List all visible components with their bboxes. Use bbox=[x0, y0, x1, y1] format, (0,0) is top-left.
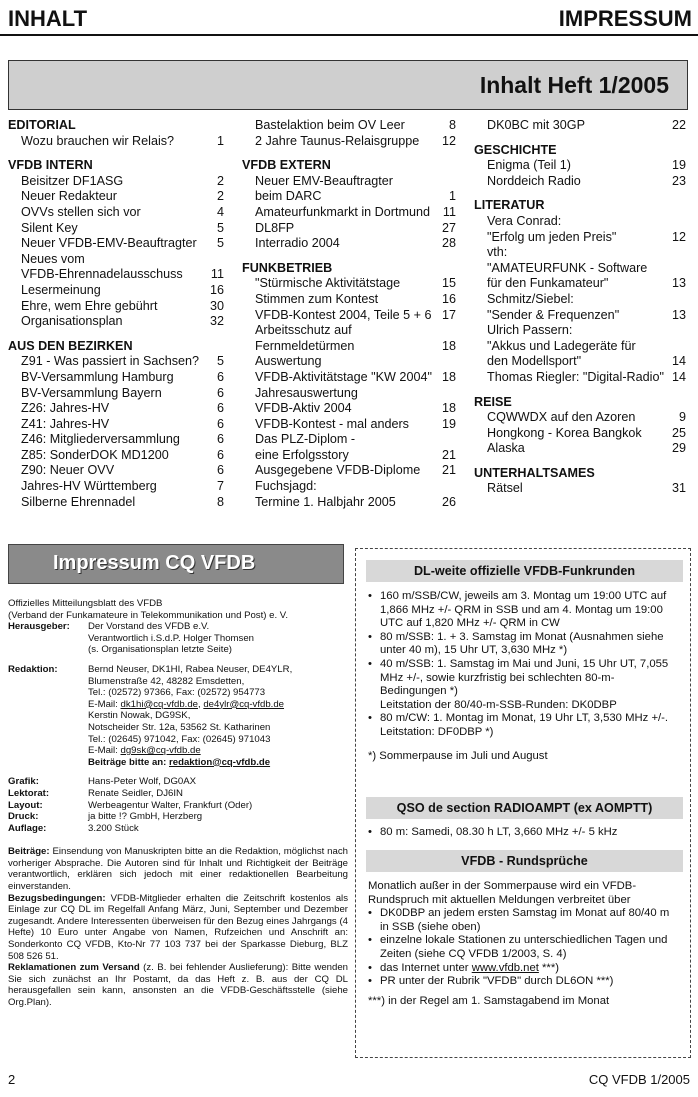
toc-entry-title: BV-Versammlung Bayern bbox=[21, 385, 162, 400]
toc-entry-page bbox=[666, 245, 686, 261]
toc-entry-title: VFDB-Aktivitätstage "KW 2004" bbox=[255, 369, 432, 384]
toc-entry-title: Bastelaktion beim OV Leer bbox=[255, 118, 405, 132]
toc-entry-title: Jahresauswertung bbox=[255, 385, 358, 400]
toc-entry bbox=[242, 292, 456, 308]
toc-entry-title: Neuer VFDB-EMV-Beauftragter bbox=[21, 236, 197, 251]
label: Grafik: bbox=[8, 776, 39, 788]
grafik bbox=[8, 776, 348, 788]
toc-column-1 bbox=[8, 118, 224, 510]
intro: Monatlich außer in der Sommerpause wird ein VFDB-Rundspruch mit aktuellen Meldungen verbreitet über bbox=[368, 880, 637, 906]
text: (z. B. bei fehlender Auslieferung): Bitte wenden Sie sich zunächst an Ihr Postamt, da das Heft z. B. aus der CQ DL herausgefallen sein kann, ansonsten an die VFDB-Geschäftsstelle (siehe Org.Plan). bbox=[8, 962, 348, 1008]
toc-entry-page: 8 bbox=[448, 118, 456, 132]
list-item: • 80 m: Samedi, 08.30 h LT, 3,660 MHz +/- 5 kHz bbox=[368, 826, 618, 838]
qso-list bbox=[368, 826, 680, 840]
toc-entry bbox=[474, 261, 686, 277]
toc-entry bbox=[474, 214, 686, 230]
toc-entry-page: 16 bbox=[209, 282, 224, 297]
toc-entry-title: Z46: Mitgliederversammlung bbox=[21, 432, 180, 447]
intro-line: Offizielles Mitteilungsblatt des VFDB bbox=[8, 598, 163, 609]
toc-entry bbox=[474, 276, 686, 292]
rundspruche-title: VFDB - Rundsprüche bbox=[366, 850, 683, 872]
list-item: • 160 m/SSB/CW, jeweils am 3. Montag um 19:00 UTC auf 1,866 MHz +/- QRM in SSB und am 4. Montag um 19:00 UTC auf 1,820 MHz +/- QRM in CW bbox=[368, 590, 680, 631]
list-item: • einzelne lokale Stationen zu unterschiedlichen Tagen und Zeiten (siehe CQ VFDB 1/2003, S. 4) bbox=[368, 934, 680, 961]
toc-entry bbox=[8, 299, 224, 315]
toc-entry-title: Ausgegebene VFDB-Diplome bbox=[255, 463, 421, 478]
toc-title-box bbox=[8, 60, 688, 110]
toc-entry-title: Hongkong - Korea Bangkok bbox=[487, 425, 642, 440]
toc-entry-page: 32 bbox=[209, 314, 224, 329]
auflage bbox=[8, 823, 348, 835]
toc-entry bbox=[474, 245, 686, 261]
toc-section-heading: EDITORIAL bbox=[8, 118, 76, 132]
toc-entry bbox=[474, 292, 686, 308]
toc-entry bbox=[242, 276, 456, 292]
toc-entry-title: Alaska bbox=[487, 441, 525, 456]
web-link[interactable]: www.vfdb.net bbox=[471, 961, 539, 974]
label: das Internet unter bbox=[380, 961, 472, 974]
toc-entry-title: den Modellsport" bbox=[487, 354, 582, 369]
label: Layout: bbox=[8, 799, 43, 811]
toc-entry bbox=[242, 463, 456, 479]
toc-entry bbox=[242, 174, 456, 190]
label: Beiträge bitte an: bbox=[88, 756, 170, 768]
toc-entry-page: 6 bbox=[216, 385, 224, 400]
toc-entry bbox=[8, 370, 224, 386]
toc-section-heading: AUS DEN BEZIRKEN bbox=[8, 338, 133, 353]
toc-entry-title: für den Funkamateur" bbox=[487, 276, 609, 291]
toc-entry-page: 6 bbox=[216, 369, 224, 384]
text: 160 m/SSB/CW, jeweils am 3. Montag um 19:00 UTC auf 1,866 MHz +/- QRM in SSB und am 4. Montag um 19:00 UTC auf 1,820 MHz +/- QRM in CW bbox=[380, 590, 667, 630]
email-link[interactable]: dg9sk@cq-vfdb.de bbox=[120, 745, 201, 757]
page-number: 2 bbox=[8, 1072, 16, 1087]
toc-entry-title: OVVs stellen sich vor bbox=[21, 204, 141, 219]
email-link[interactable]: de4ylr@cq-vfdb.de bbox=[203, 698, 285, 710]
toc-entry-page: 28 bbox=[441, 236, 456, 251]
toc-entry-page bbox=[204, 252, 224, 268]
toc-entry-title: Norddeich Radio bbox=[487, 173, 581, 188]
toc-entry-title: Z41: Jahres-HV bbox=[21, 416, 110, 431]
toc-entry-page: 5 bbox=[216, 220, 224, 235]
toc-entry bbox=[242, 417, 456, 433]
toc-entry bbox=[242, 236, 456, 252]
value: Hans-Peter Wolf, DG0AX bbox=[88, 776, 197, 788]
toc-entry-page: 1 bbox=[448, 189, 456, 204]
toc-entry-title: Z26: Jahres-HV bbox=[21, 401, 110, 416]
toc-entry bbox=[474, 426, 686, 442]
text: 80 m/CW: 1. Montag im Monat, 19 Uhr LT, 3,530 MHz +/-. Leitstation: DF0DBP *) bbox=[380, 712, 669, 738]
toc-entry-title: Silent Key bbox=[21, 220, 78, 235]
toc-entry-title: Enigma (Teil 1) bbox=[487, 158, 571, 173]
toc-entry-page bbox=[436, 386, 456, 402]
line: Notscheider Str. 12a, 53562 St. Katharinen bbox=[88, 721, 271, 733]
line: Tel.: (02645) 971042, Fax: (02645) 971043 bbox=[88, 733, 271, 745]
toc-entry-page bbox=[666, 323, 686, 339]
sep: , bbox=[198, 698, 204, 710]
toc-entry-title: Stimmen zum Kontest bbox=[255, 291, 379, 306]
toc-entry bbox=[474, 370, 686, 386]
toc-entry bbox=[242, 354, 456, 370]
toc-entry bbox=[8, 221, 224, 237]
toc-entry bbox=[242, 323, 456, 339]
line: Bernd Neuser, DK1HI, Rabea Neuser, DE4YLR, bbox=[88, 663, 293, 675]
toc-entry-title: beim DARC bbox=[255, 189, 322, 204]
toc-entry-title: Z91 - Was passiert in Sachsen? bbox=[21, 354, 200, 369]
toc-entry-title: Ehre, wem Ehre gebührt bbox=[21, 298, 158, 313]
toc-entry-title: "Akkus und Ladegeräte für bbox=[487, 338, 636, 353]
toc-entry bbox=[474, 481, 686, 497]
toc-column-3 bbox=[474, 118, 686, 497]
toc-entry-page bbox=[666, 214, 686, 230]
toc-entry-page: 19 bbox=[671, 158, 686, 173]
value bbox=[88, 621, 348, 656]
email-link[interactable]: redaktion@cq-vfdb.de bbox=[169, 756, 271, 768]
value: ja bitte !? GmbH, Herzberg bbox=[88, 811, 203, 823]
suffix: ***) bbox=[538, 961, 559, 974]
toc-entry-title: Arbeitsschutz auf bbox=[255, 323, 352, 338]
toc-entry-page: 21 bbox=[441, 463, 456, 478]
toc-entry bbox=[474, 230, 686, 246]
toc-entry-title: DL8FP bbox=[255, 220, 295, 235]
text: 80 m: Samedi, 08.30 h LT, 3,660 MHz +/- 5 kHz bbox=[380, 826, 618, 838]
toc-entry bbox=[242, 386, 456, 402]
rundspruche-list bbox=[368, 880, 680, 1008]
label: Auflage: bbox=[8, 822, 47, 834]
toc-entry-page: 18 bbox=[441, 338, 456, 353]
line bbox=[88, 757, 348, 769]
toc-entry-title: Z90: Neuer OVV bbox=[21, 463, 115, 478]
toc-entry-page: 6 bbox=[216, 401, 224, 416]
toc-entry bbox=[8, 267, 224, 283]
toc-entry bbox=[474, 339, 686, 355]
toc-entry-title: Z85: SonderDOK MD1200 bbox=[21, 447, 169, 462]
toc-entry-page: 18 bbox=[441, 369, 456, 384]
toc-section-heading: LITERATUR bbox=[474, 198, 545, 213]
toc-entry-page: 21 bbox=[441, 447, 456, 462]
toc-entry bbox=[8, 417, 224, 433]
line: Blumenstraße 42, 48282 Emsdetten, bbox=[88, 675, 245, 687]
toc-entry bbox=[242, 495, 456, 511]
toc-entry bbox=[8, 463, 224, 479]
toc-entry-page: 12 bbox=[671, 229, 686, 244]
funkrunden-title: DL-weite offizielle VFDB-Funkrunden bbox=[366, 560, 683, 582]
toc-entry bbox=[474, 158, 686, 174]
toc-section-heading: UNTERHALTSAMES bbox=[474, 465, 595, 480]
list-item-cont: Leitstation der 80/40-m-SSB-Runden: DK0DBP bbox=[380, 698, 617, 711]
label: Reklamationen zum Versand bbox=[8, 962, 140, 974]
funkrunden-list bbox=[368, 590, 680, 763]
toc-entry-title: Fuchsjagd: bbox=[255, 479, 317, 494]
text: einzelne lokale Stationen zu unterschiedlichen Tagen und Zeiten (siehe CQ VFDB 1/2003, S. 4) bbox=[380, 934, 668, 960]
list-item: • DK0DBP an jedem ersten Samstag im Monat auf 80/40 m in SSB (siehe oben) bbox=[368, 907, 680, 934]
toc-entry-page: 4 bbox=[216, 204, 224, 219]
issue-label: CQ VFDB 1/2005 bbox=[588, 1072, 690, 1087]
toc-entry-title: Jahres-HV Württemberg bbox=[21, 479, 157, 494]
toc-entry-title: VFDB-Kontest - mal anders bbox=[255, 416, 409, 431]
toc-entry-page: 9 bbox=[678, 410, 686, 425]
toc-entry bbox=[8, 205, 224, 221]
toc-entry-page: 25 bbox=[671, 425, 686, 440]
label: Bezugsbedingungen: bbox=[8, 892, 106, 904]
toc-entry bbox=[8, 386, 224, 402]
line: Der Vorstand des VFDB e.V. bbox=[88, 621, 210, 633]
toc-entry-page bbox=[436, 479, 456, 495]
toc-entry bbox=[242, 479, 456, 495]
toc-entry-page: 18 bbox=[441, 401, 456, 416]
toc-section-heading: GESCHICHTE bbox=[474, 142, 557, 157]
toc-entry-page bbox=[666, 292, 686, 308]
toc-entry-page: 30 bbox=[209, 298, 224, 313]
toc-entry-title: Auswertung bbox=[255, 354, 322, 369]
toc-entry-title: "Erfolg um jeden Preis" bbox=[487, 229, 617, 244]
toc-entry-page: 17 bbox=[441, 307, 456, 322]
toc-entry-page: 6 bbox=[216, 432, 224, 447]
toc-entry-title: Neuer Redakteur bbox=[21, 189, 117, 204]
toc-entry bbox=[242, 370, 456, 386]
toc-section-heading: REISE bbox=[474, 394, 512, 409]
toc-entry bbox=[8, 479, 224, 495]
impressum-text bbox=[8, 598, 348, 1009]
toc-entry-page: 2 bbox=[216, 173, 224, 188]
toc-entry-title: Rätsel bbox=[487, 481, 523, 496]
note: *) Sommerpause im Juli und August bbox=[368, 749, 548, 762]
page-header bbox=[0, 0, 698, 34]
intro-line: (Verband der Funkamateure in Telekommunikation und Post) e. V. bbox=[8, 609, 288, 621]
label: E-Mail: bbox=[88, 698, 121, 710]
toc-entry-page: 5 bbox=[216, 354, 224, 369]
toc-entry-title: Neues vom bbox=[21, 251, 85, 266]
list-item: • 40 m/SSB: 1. Samstag im Mai und Juni, 15 Uhr UT, 7,055 MHz +/-, sowie kurzfristig bei schlechten 80-m-Bedingungen *) bbox=[368, 658, 680, 699]
toc-entry-title: Fernmeldetürmen bbox=[255, 338, 355, 353]
toc-entry bbox=[242, 401, 456, 417]
toc-entry bbox=[8, 174, 224, 190]
toc-entry bbox=[8, 252, 224, 268]
impressum-banner-title: Impressum CQ VFDB bbox=[53, 552, 256, 574]
toc-entry-title: CQWWDX auf den Azoren bbox=[487, 410, 636, 425]
label: E-Mail: bbox=[88, 745, 121, 757]
toc-entry-title: 2 Jahre Taunus-Relaisgruppe bbox=[255, 133, 420, 148]
toc-entry-page: 8 bbox=[216, 494, 224, 509]
toc-entry-title: Silberne Ehrennadel bbox=[21, 494, 136, 509]
toc-entry bbox=[8, 354, 224, 370]
toc-entry-title: "AMATEURFUNK - Software bbox=[487, 260, 648, 275]
line bbox=[88, 699, 348, 711]
toc-entry-page: 19 bbox=[441, 416, 456, 431]
label: Herausgeber: bbox=[8, 621, 70, 633]
toc-entry bbox=[474, 323, 686, 339]
toc-entry-title: VFDB-Aktiv 2004 bbox=[255, 401, 352, 416]
toc-entry-title: Das PLZ-Diplom - bbox=[255, 432, 356, 447]
text: 40 m/SSB: 1. Samstag im Mai und Juni, 15 Uhr UT, 7,055 MHz +/-, sowie kurzfristig bei schlechten 80-m-Bedingungen *) bbox=[380, 657, 669, 698]
toc-entry-title: "Sender & Frequenzen" bbox=[487, 307, 620, 322]
druck bbox=[8, 811, 348, 823]
toc-entry-title: eine Erfolgsstory bbox=[255, 447, 349, 462]
toc-entry-title: BV-Versammlung Hamburg bbox=[21, 369, 174, 384]
toc-entry bbox=[242, 308, 456, 324]
text: DK0DBP an jedem ersten Samstag im Monat auf 80/40 m in SSB (siehe oben) bbox=[380, 907, 670, 933]
line: Kerstin Nowak, DG9SK, bbox=[88, 710, 191, 722]
toc-entry-page: 15 bbox=[441, 276, 456, 291]
toc-entry bbox=[8, 314, 224, 330]
toc-entry-page: 14 bbox=[671, 354, 686, 369]
value bbox=[88, 664, 348, 768]
note: ***) in der Regel am 1. Samstagabend im Monat bbox=[368, 994, 610, 1007]
toc-entry bbox=[474, 441, 686, 457]
line bbox=[88, 745, 348, 757]
toc-entry-title: Wozu brauchen wir Relais? bbox=[21, 133, 175, 148]
toc-entry-page: 6 bbox=[216, 416, 224, 431]
toc-entry-page bbox=[666, 339, 686, 355]
toc-entry-title: "Stürmische Aktivitätstage bbox=[255, 276, 401, 291]
toc-entry bbox=[8, 448, 224, 464]
line: Tel.: (02572) 97366, Fax: (02572) 954773 bbox=[88, 687, 266, 699]
toc-entry bbox=[474, 118, 686, 134]
toc-entry bbox=[8, 134, 224, 150]
toc-entry-page: 13 bbox=[671, 307, 686, 322]
toc-entry-page: 23 bbox=[671, 173, 686, 188]
toc-entry-title: Schmitz/Siebel: bbox=[487, 291, 574, 306]
toc-entry bbox=[242, 432, 456, 448]
toc-entry-title: Ulrich Passern: bbox=[487, 323, 573, 338]
toc-entry-page: 22 bbox=[671, 118, 686, 132]
value: 3.200 Stück bbox=[88, 822, 139, 834]
toc-entry-page: 12 bbox=[441, 133, 456, 148]
email-link[interactable]: dk1hi@cq-vfdb.de bbox=[120, 698, 198, 710]
toc-entry bbox=[8, 401, 224, 417]
bezug-para bbox=[8, 893, 348, 963]
toc-entry bbox=[474, 174, 686, 190]
toc-entry-page: 11 bbox=[210, 267, 224, 282]
toc-entry-page bbox=[436, 432, 456, 448]
list-item: • 80 m/CW: 1. Montag im Monat, 19 Uhr LT, 3,530 MHz +/-. Leitstation: DF0DBP *) bbox=[368, 712, 680, 739]
toc-entry bbox=[242, 448, 456, 464]
toc-entry bbox=[474, 308, 686, 324]
toc-entry-page: 31 bbox=[671, 481, 686, 496]
text: VFDB-Mitglieder erhalten die Zeitschrift kostenlos als Einlage zur CQ DL im Regelfall Anfang März, Juni, September und Dezember zugesandt. Andere Interessenten überweisen für den Bezug eines Jahrgangs (4 Hefte) 10 Euro unter Angabe von Namen, Rufzeichen und Anschrift an: Sonderkonto CQ VFDB, Kto-Nr 77 103 737 bei der Sparkasse Dieburg, BLZ 508 526 51. bbox=[8, 892, 348, 962]
toc-entry bbox=[474, 410, 686, 426]
toc-entry bbox=[8, 283, 224, 299]
toc-entry-page: 16 bbox=[441, 291, 456, 306]
toc-entry-title: Vera Conrad: bbox=[487, 213, 562, 228]
toc-entry bbox=[242, 221, 456, 237]
header-rule bbox=[0, 34, 698, 36]
toc-entry-page: 7 bbox=[216, 479, 224, 494]
toc-entry-page: 6 bbox=[216, 447, 224, 462]
label: Lektorat: bbox=[8, 787, 50, 799]
toc-entry bbox=[8, 236, 224, 252]
toc-title: Inhalt Heft 1/2005 bbox=[479, 72, 669, 98]
toc-entry-page: 1 bbox=[216, 133, 224, 148]
toc-entry bbox=[474, 354, 686, 370]
toc-entry-page: 26 bbox=[441, 494, 456, 509]
toc-entry-page bbox=[436, 174, 456, 190]
line: (s. Organisationsplan letzte Seite) bbox=[88, 644, 232, 656]
toc-entry-title: Amateurfunkmarkt in Dortmund bbox=[255, 204, 430, 219]
line: Verantwortlich i.S.d.P. Holger Thomsen bbox=[88, 632, 255, 644]
toc-entry-title: Interradio 2004 bbox=[255, 236, 340, 251]
toc-entry bbox=[242, 134, 456, 150]
toc-entry bbox=[242, 205, 456, 221]
toc-entry-title: Beisitzer DF1ASG bbox=[21, 173, 124, 188]
header-right: IMPRESSUM bbox=[558, 6, 692, 31]
list-item: • das Internet unter www.vfdb.net ***) bbox=[368, 961, 559, 974]
toc-section-heading: FUNKBETRIEB bbox=[242, 260, 333, 275]
toc-entry bbox=[242, 189, 456, 205]
impressum-banner bbox=[8, 544, 344, 584]
list-item: • PR unter der Rubrik "VFDB" durch DL6ON ***) bbox=[368, 975, 614, 988]
text bbox=[380, 962, 559, 976]
toc-entry-title: VFDB-Ehrennadelausschuss bbox=[21, 267, 183, 282]
toc-entry-title: VFDB-Kontest 2004, Teile 5 + 6 bbox=[255, 307, 432, 322]
toc-section-heading: VFDB EXTERN bbox=[242, 158, 331, 173]
toc-section-heading: VFDB INTERN bbox=[8, 158, 93, 173]
toc-entry-title: Neuer EMV-Beauftragter bbox=[255, 173, 393, 188]
toc-column-2 bbox=[242, 118, 456, 510]
toc-entry-title: Termine 1. Halbjahr 2005 bbox=[255, 494, 396, 509]
toc-entry-page bbox=[436, 354, 456, 370]
header-left: INHALT bbox=[8, 6, 88, 31]
toc-entry-page: 5 bbox=[216, 236, 224, 251]
redaktion bbox=[8, 664, 348, 768]
reklamation-para bbox=[8, 962, 348, 1008]
lektorat bbox=[8, 788, 348, 800]
toc-entry bbox=[8, 432, 224, 448]
toc-entry-title: Thomas Riegler: "Digital-Radio" bbox=[487, 369, 664, 384]
label: Druck: bbox=[8, 811, 39, 823]
toc-entry-page: 27 bbox=[441, 220, 456, 235]
toc-entry-page bbox=[436, 323, 456, 339]
label: Beiträge: bbox=[8, 846, 50, 858]
text: Einsendung von Manuskripten bitte an die Redaktion, möglichst nach vorheriger Absprache. Die Autoren sind für Inhalt und Richtigkeit der Beiträge verantwortlich, erklären sich jedoch mit einer redaktionellen Bearbeitung einverstanden. bbox=[8, 846, 348, 893]
text: PR unter der Rubrik "VFDB" durch DL6ON ***) bbox=[380, 975, 614, 988]
beitraege-para bbox=[8, 846, 348, 892]
toc-entry-title: Organisationsplan bbox=[21, 314, 123, 329]
herausgeber bbox=[8, 621, 348, 656]
toc-entry bbox=[8, 189, 224, 205]
toc-entry-title: DK0BC mit 30GP bbox=[487, 118, 585, 132]
label: Redaktion: bbox=[8, 663, 58, 675]
toc-entry-page: 6 bbox=[216, 463, 224, 478]
layout bbox=[8, 800, 348, 812]
toc-entry-page: 14 bbox=[671, 369, 686, 384]
list-item: • 80 m/SSB: 1. + 3. Samstag im Monat (Ausnahmen siehe unter 40 m), 15 Uhr UT, 3,630 MHz *) bbox=[368, 631, 680, 658]
qso-title: QSO de section RADIOAMPT (ex AOMPTT) bbox=[366, 797, 683, 819]
toc-entry-page: 11 bbox=[442, 204, 456, 219]
text: 80 m/SSB: 1. + 3. Samstag im Monat (Ausnahmen siehe unter 40 m), 15 Uhr UT, 3,630 MHz *) bbox=[380, 630, 664, 657]
toc-entry-title: Lesermeinung bbox=[21, 282, 101, 297]
toc-entry bbox=[8, 495, 224, 511]
value: Werbeagentur Walter, Frankfurt (Oder) bbox=[88, 799, 253, 811]
toc-entry-page: 29 bbox=[671, 441, 686, 456]
value: Renate Seidler, DJ6IN bbox=[88, 787, 183, 799]
toc-entry bbox=[242, 118, 456, 134]
toc-entry-title: vth: bbox=[487, 245, 508, 260]
toc-entry-page: 2 bbox=[216, 189, 224, 204]
toc-entry-page: 13 bbox=[671, 276, 686, 291]
toc-entry bbox=[242, 339, 456, 355]
toc-entry-page bbox=[666, 261, 686, 277]
